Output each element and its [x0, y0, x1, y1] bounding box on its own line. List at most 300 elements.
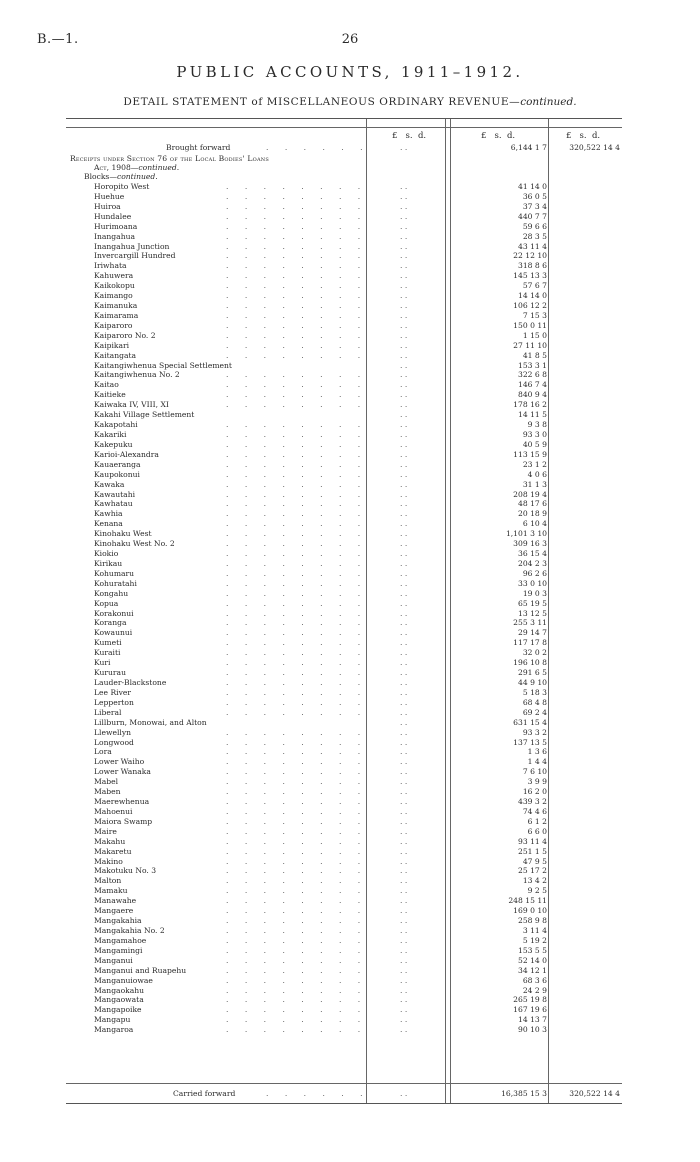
block-name: Kaiparoro	[94, 320, 133, 330]
revenue-table	[66, 118, 622, 1104]
block-name: Hundalee	[94, 211, 132, 221]
row-leader-dots: . . . . . . . .	[226, 707, 368, 717]
table-row	[66, 738, 622, 747]
block-amount: 6 1 2	[527, 816, 547, 826]
block-amount: 43 11 4	[518, 241, 547, 251]
table-row	[66, 490, 622, 499]
row-leader-dots: . . . . . . . .	[226, 628, 368, 638]
block-amount: 145 13 3	[513, 271, 547, 281]
block-amount: 1 3 6	[527, 747, 547, 757]
block-name: Mangapu	[94, 1015, 131, 1025]
table-row	[66, 529, 622, 538]
block-amount: 41 14 0	[518, 182, 547, 191]
table-row	[66, 718, 622, 727]
block-amount: 318 8 6	[518, 261, 547, 271]
block-amount: 196 10 8	[513, 658, 547, 668]
row-col1-dots: . .	[400, 439, 408, 449]
table-row	[66, 658, 622, 667]
row-leader-dots: . . . . . . . .	[226, 638, 368, 648]
block-amount: 41 8 5	[522, 350, 547, 360]
block-name: Mangaroa	[94, 1025, 134, 1035]
table-row	[66, 777, 622, 786]
block-name: Kohumaru	[94, 568, 135, 578]
row-leader-dots: . . . . . . . .	[226, 251, 368, 261]
table-row	[66, 956, 622, 965]
block-name: Maerewhenua	[94, 797, 150, 807]
table-row	[66, 331, 622, 340]
row-col1-dots: . .	[400, 489, 408, 499]
block-amount: 113 15 9	[513, 449, 547, 459]
block-name: Manganui	[94, 955, 133, 965]
block-amount: 28 3 5	[522, 231, 547, 241]
block-name: Kirikau	[94, 558, 123, 568]
row-leader-dots: . . . . . . . .	[226, 340, 368, 350]
row-col1-dots: . .	[400, 191, 408, 201]
carried-forward-label: Carried forward	[173, 1089, 236, 1098]
row-col1-dots: . .	[400, 995, 408, 1005]
row-col1-dots: . .	[400, 320, 408, 330]
row-col1-dots: . .	[400, 241, 408, 251]
table-row	[66, 767, 622, 776]
row-leader-dots: . . . . . . . .	[226, 797, 368, 807]
block-name: Kaimango	[94, 291, 133, 301]
row-col1-dots: . .	[400, 687, 408, 697]
block-amount: 59 6 6	[522, 221, 547, 231]
block-amount: 57 6 7	[522, 281, 547, 291]
block-amount: 167 19 6	[513, 1005, 547, 1015]
row-col1-dots: . .	[400, 787, 408, 797]
block-name: Kaimarama	[94, 310, 139, 320]
table-row	[66, 222, 622, 231]
block-name: Kinohaku West No. 2	[94, 539, 175, 549]
table-row	[66, 321, 622, 330]
block-amount: 25 17 2	[518, 866, 547, 876]
table-row	[66, 757, 622, 766]
row-leader-dots: . . . . . . . .	[226, 509, 368, 519]
block-name: Kaitangiwhenua No. 2	[94, 370, 180, 380]
block-name: Lauder-Blackstone	[94, 678, 167, 687]
block-amount: 309 16 3	[513, 539, 547, 549]
row-leader-dots: . . . . . . . .	[226, 191, 368, 201]
row-col1-dots: . .	[400, 182, 408, 191]
block-name: Makotuku No. 3	[94, 866, 157, 876]
table-row	[66, 400, 622, 409]
block-name: Kawhia	[94, 509, 123, 519]
block-amount: 146 7 4	[518, 380, 547, 390]
block-name: Malton	[94, 876, 122, 886]
row-leader-dots: . . . . . . . .	[226, 757, 368, 767]
table-row	[66, 261, 622, 270]
carried-forward-rule	[66, 1083, 622, 1084]
block-amount: 9 2 5	[527, 886, 547, 896]
row-leader-dots: . . . . . . . .	[226, 747, 368, 757]
row-leader-dots: . . . . . . . .	[226, 301, 368, 311]
block-name: Mangaowata	[94, 995, 144, 1005]
table-row	[66, 559, 622, 568]
table-row	[66, 281, 622, 290]
row-col1-dots: . .	[400, 360, 408, 370]
col3-header: £ s. d.	[566, 131, 601, 141]
row-col1-dots: . .	[400, 340, 408, 350]
block-amount: 13 4 2	[522, 876, 547, 886]
table-row	[66, 291, 622, 300]
block-name: Hurimoana	[94, 221, 138, 231]
row-col1-dots: . .	[400, 549, 408, 559]
row-leader-dots: . . . . . . . .	[226, 648, 368, 658]
row-col1-dots: . .	[400, 816, 408, 826]
block-amount: 169 0 10	[513, 906, 547, 916]
row-col1-dots: . .	[400, 499, 408, 509]
table-row	[66, 847, 622, 856]
block-name: Maire	[94, 826, 117, 836]
block-name: Kakariki	[94, 430, 127, 439]
block-amount: 31 1 3	[522, 479, 547, 489]
block-amount: 137 13 5	[513, 737, 547, 747]
table-row	[66, 966, 622, 975]
block-name: Kaiwaka IV, VIII, XI	[94, 400, 169, 410]
block-name: Mamaku	[94, 886, 128, 896]
block-name: Lee River	[94, 687, 132, 697]
row-leader-dots: . . . . . . . .	[226, 449, 368, 459]
row-col1-dots: . .	[400, 231, 408, 241]
block-amount: 22 12 10	[513, 251, 547, 261]
row-col1-dots: . .	[400, 380, 408, 390]
row-leader-dots: . . . . . . . .	[226, 767, 368, 777]
row-leader-dots: . . . . . . . .	[226, 330, 368, 340]
row-leader-dots: . . . . . . . .	[226, 935, 368, 945]
block-name: Kohuratahi	[94, 578, 137, 588]
table-row	[66, 361, 622, 370]
block-name: Maiora Swamp	[94, 816, 153, 826]
table-row	[66, 638, 622, 647]
subtitle-continued: continued.	[520, 96, 577, 108]
block-name: Kaitangata	[94, 350, 137, 360]
row-col1-dots: . .	[400, 955, 408, 965]
row-col1-dots: . .	[400, 965, 408, 975]
row-leader-dots: . . . . . . . .	[226, 618, 368, 628]
block-amount: 3 11 4	[522, 926, 547, 935]
block-name: Lepperton	[94, 697, 134, 707]
table-row	[66, 579, 622, 588]
row-leader-dots: . . . . . . . .	[226, 697, 368, 707]
row-leader-dots: . . . . . . . .	[226, 568, 368, 578]
block-amount: 5 19 2	[522, 935, 547, 945]
row-leader-dots: . . . . . . . .	[226, 370, 368, 380]
block-amount: 68 4 8	[522, 697, 547, 707]
block-amount: 208 19 4	[513, 489, 547, 499]
row-leader-dots: . . . . . . . .	[226, 400, 368, 410]
block-name: Huehue	[94, 191, 125, 201]
row-col1-dots: . .	[400, 430, 408, 439]
table-row	[66, 618, 622, 627]
table-row	[66, 728, 622, 737]
block-name: Koranga	[94, 618, 127, 628]
table-row	[66, 599, 622, 608]
table-row	[66, 926, 622, 935]
row-leader-dots: . . . . . . . .	[226, 529, 368, 539]
row-col1-dots: . .	[400, 400, 408, 410]
section-heading-line2	[66, 163, 622, 172]
carried-forward-dots: . . . . . .	[266, 1089, 370, 1098]
block-amount: 93 3 0	[522, 430, 547, 439]
row-leader-dots: . . . . . . . .	[226, 420, 368, 430]
block-amount: 19 0 3	[522, 588, 547, 598]
block-amount: 34 12 1	[518, 965, 547, 975]
row-leader-dots: . . . . . . . .	[226, 856, 368, 866]
table-row	[66, 430, 622, 439]
table-row	[66, 628, 622, 637]
block-amount: 1,101 3 10	[505, 529, 547, 539]
block-name: Kakapotahi	[94, 420, 138, 430]
block-amount: 93 11 4	[518, 836, 547, 846]
table-row	[66, 787, 622, 796]
block-name: Llewellyn	[94, 727, 131, 737]
row-col1-dots: . .	[400, 370, 408, 380]
row-leader-dots: . . . . . . . .	[226, 271, 368, 281]
block-amount: 36 0 5	[522, 191, 547, 201]
table-row	[66, 708, 622, 717]
table-row	[66, 450, 622, 459]
table-row	[66, 946, 622, 955]
block-amount: 117 17 8	[513, 638, 547, 648]
row-col1-dots: . .	[400, 281, 408, 291]
block-amount: 65 19 5	[518, 598, 547, 608]
block-amount: 96 2 6	[522, 568, 547, 578]
row-leader-dots: . . . . . . . .	[226, 658, 368, 668]
blocks-text: Blocks—	[84, 172, 117, 181]
row-col1-dots: . .	[400, 747, 408, 757]
row-leader-dots: . . . . . . . .	[226, 1015, 368, 1025]
row-leader-dots: . . . . . . . .	[226, 182, 368, 191]
row-col1-dots: . .	[400, 717, 408, 727]
table-row	[66, 182, 622, 191]
row-col1-dots: . .	[400, 469, 408, 479]
block-amount: 251 1 5	[518, 846, 547, 856]
col1-header: £ s. d.	[392, 131, 427, 141]
table-row	[66, 271, 622, 280]
row-leader-dots: . . . . . . . .	[226, 876, 368, 886]
table-row	[66, 539, 622, 548]
row-leader-dots: . . . . . . . .	[226, 777, 368, 787]
table-row	[66, 1015, 622, 1024]
row-col1-dots: . .	[400, 588, 408, 598]
table-row	[66, 668, 622, 677]
block-amount: 37 3 4	[522, 201, 547, 211]
block-amount: 69 2 4	[522, 707, 547, 717]
block-amount: 5 18 3	[522, 687, 547, 697]
table-row	[66, 678, 622, 687]
table-row	[66, 747, 622, 756]
row-col1-dots: . .	[400, 668, 408, 678]
block-name: Korakonui	[94, 608, 134, 618]
block-amount: 439 3 2	[518, 797, 547, 807]
block-name: Karioi-Alexandra	[94, 449, 159, 459]
row-leader-dots: . . . . . . . .	[226, 469, 368, 479]
row-leader-dots: . . . . . . . .	[226, 539, 368, 549]
table-row	[66, 440, 622, 449]
block-amount: 29 14 7	[518, 628, 547, 638]
table-row	[66, 976, 622, 985]
block-name: Horopito West	[94, 182, 150, 191]
row-leader-dots: . . . . . . . .	[226, 1025, 368, 1035]
table-row	[66, 797, 622, 806]
row-leader-dots: . . . . . . . .	[226, 926, 368, 935]
block-name: Kahuwera	[94, 271, 134, 281]
blocks-continued: continued.	[116, 172, 158, 181]
row-col1-dots: . .	[400, 767, 408, 777]
block-name: Inangahua	[94, 231, 136, 241]
row-leader-dots: . . . . . . . .	[226, 896, 368, 906]
row-col1-dots: . .	[400, 211, 408, 221]
row-col1-dots: . .	[400, 201, 408, 211]
row-leader-dots: . . . . . . . .	[226, 727, 368, 737]
table-row	[66, 916, 622, 925]
block-name: Mangaokahu	[94, 985, 145, 995]
row-leader-dots: . . . . . . . .	[226, 806, 368, 816]
block-amount: 440 7 7	[518, 211, 547, 221]
block-name: Kaipikari	[94, 340, 130, 350]
block-amount: 68 3 6	[522, 975, 547, 985]
act-text: Act, 1908—	[94, 163, 139, 172]
row-col1-dots: . .	[400, 529, 408, 539]
document-reference: B.—1.	[37, 32, 79, 47]
row-leader-dots: . . . . . . . .	[226, 995, 368, 1005]
row-col1-dots: . .	[400, 449, 408, 459]
block-amount: 23 1 2	[522, 459, 547, 469]
row-col1-dots: . .	[400, 251, 408, 261]
row-leader-dots: . . . . . . . .	[226, 678, 368, 687]
block-name: Lower Wanaka	[94, 767, 151, 777]
block-name: Kopua	[94, 598, 119, 608]
table-row	[66, 499, 622, 508]
block-amount: 27 11 10	[513, 340, 547, 350]
row-leader-dots: . . . . . . . .	[226, 985, 368, 995]
blocks-subheading	[66, 172, 622, 181]
block-name: Kiokio	[94, 549, 119, 559]
row-col1-dots: . .	[400, 836, 408, 846]
row-leader-dots: . . . . . . . .	[226, 916, 368, 926]
block-amount: 36 15 4	[518, 549, 547, 559]
row-col1-dots: . .	[400, 261, 408, 271]
block-name: Kururau	[94, 668, 126, 678]
table-row	[66, 192, 622, 201]
block-name: Maben	[94, 787, 121, 797]
header-rule	[66, 127, 622, 128]
table-row	[66, 212, 622, 221]
block-name: Kakepuku	[94, 439, 133, 449]
row-leader-dots: . . . . . . . .	[226, 549, 368, 559]
block-name: Manganui and Ruapehu	[94, 965, 187, 975]
row-col1-dots: . .	[400, 568, 408, 578]
row-col1-dots: . .	[400, 598, 408, 608]
subtitle-main: DETAIL STATEMENT of MISCELLANEOUS ORDINARY REVENUE—	[123, 96, 521, 108]
row-leader-dots: . . . . . . . .	[226, 479, 368, 489]
block-name: Makino	[94, 856, 123, 866]
brought-forward-col3: 320,522 14 4	[569, 143, 620, 152]
table-row	[66, 648, 622, 657]
row-col1-dots: . .	[400, 410, 408, 420]
row-col1-dots: . .	[400, 866, 408, 876]
block-amount: 90 10 3	[518, 1025, 547, 1035]
row-col1-dots: . .	[400, 608, 408, 618]
brought-forward-col1: . .	[400, 143, 408, 152]
row-leader-dots: . . . . . . . .	[226, 201, 368, 211]
block-name: Kaikokopu	[94, 281, 135, 291]
block-amount: 48 17 6	[518, 499, 547, 509]
block-amount: 14 14 0	[518, 291, 547, 301]
row-col1-dots: . .	[400, 926, 408, 935]
row-leader-dots: . . . . . . . .	[226, 836, 368, 846]
row-leader-dots: . . . . . . . .	[226, 588, 368, 598]
block-name: Mabel	[94, 777, 119, 787]
row-col1-dots: . .	[400, 896, 408, 906]
block-name: Liberal	[94, 707, 122, 717]
row-col1-dots: . .	[400, 291, 408, 301]
block-amount: 40 5 9	[522, 439, 547, 449]
block-amount: 9 3 8	[527, 420, 547, 430]
brought-forward-label: Brought forward	[166, 143, 231, 152]
row-col1-dots: . .	[400, 846, 408, 856]
row-leader-dots: . . . . . . . .	[226, 350, 368, 360]
table-row	[66, 589, 622, 598]
block-name: Mangamahoe	[94, 935, 147, 945]
block-amount: 16 2 0	[522, 787, 547, 797]
row-col1-dots: . .	[400, 757, 408, 767]
row-col1-dots: . .	[400, 638, 408, 648]
table-row	[66, 807, 622, 816]
row-leader-dots: . . . . . . . .	[226, 261, 368, 271]
page-number: 26	[341, 32, 359, 47]
block-name: Lillburn, Monowai, and Alton	[94, 717, 207, 727]
brought-forward-dots: . . . . . .	[266, 143, 370, 152]
table-row	[66, 232, 622, 241]
block-name: Kawautahi	[94, 489, 136, 499]
row-col1-dots: . .	[400, 301, 408, 311]
row-leader-dots: . . . . . . . .	[226, 866, 368, 876]
row-col1-dots: . .	[400, 459, 408, 469]
row-col1-dots: . .	[400, 1015, 408, 1025]
block-amount: 106 12 2	[513, 301, 547, 311]
block-amount: 14 13 7	[518, 1015, 547, 1025]
row-col1-dots: . .	[400, 658, 408, 668]
row-leader-dots: . . . . . . . .	[226, 291, 368, 301]
row-col1-dots: . .	[400, 975, 408, 985]
block-name: Invercargill Hundred	[94, 251, 176, 261]
row-leader-dots: . . . . . . . .	[226, 846, 368, 856]
col2-header: £ s. d.	[481, 131, 516, 141]
block-amount: 255 3 11	[513, 618, 547, 628]
row-col1-dots: . .	[400, 618, 408, 628]
table-row	[66, 569, 622, 578]
table-row	[66, 380, 622, 389]
row-leader-dots: . . . . . . . .	[226, 578, 368, 588]
table-row	[66, 301, 622, 310]
block-amount: 1 4 4	[527, 757, 547, 767]
row-col1-dots: . .	[400, 876, 408, 886]
block-name: Kaimanuka	[94, 301, 138, 311]
block-name: Manawahe	[94, 896, 137, 906]
row-col1-dots: . .	[400, 330, 408, 340]
carried-forward-col1: . .	[400, 1089, 408, 1098]
table-row	[66, 202, 622, 211]
row-leader-dots: . . . . . . . .	[226, 955, 368, 965]
row-leader-dots: . . . . . . . .	[226, 816, 368, 826]
block-amount: 150 0 11	[513, 320, 547, 330]
row-col1-dots: . .	[400, 578, 408, 588]
table-row	[66, 341, 622, 350]
block-name: Inangahua Junction	[94, 241, 170, 251]
block-amount: 74 4 6	[522, 806, 547, 816]
